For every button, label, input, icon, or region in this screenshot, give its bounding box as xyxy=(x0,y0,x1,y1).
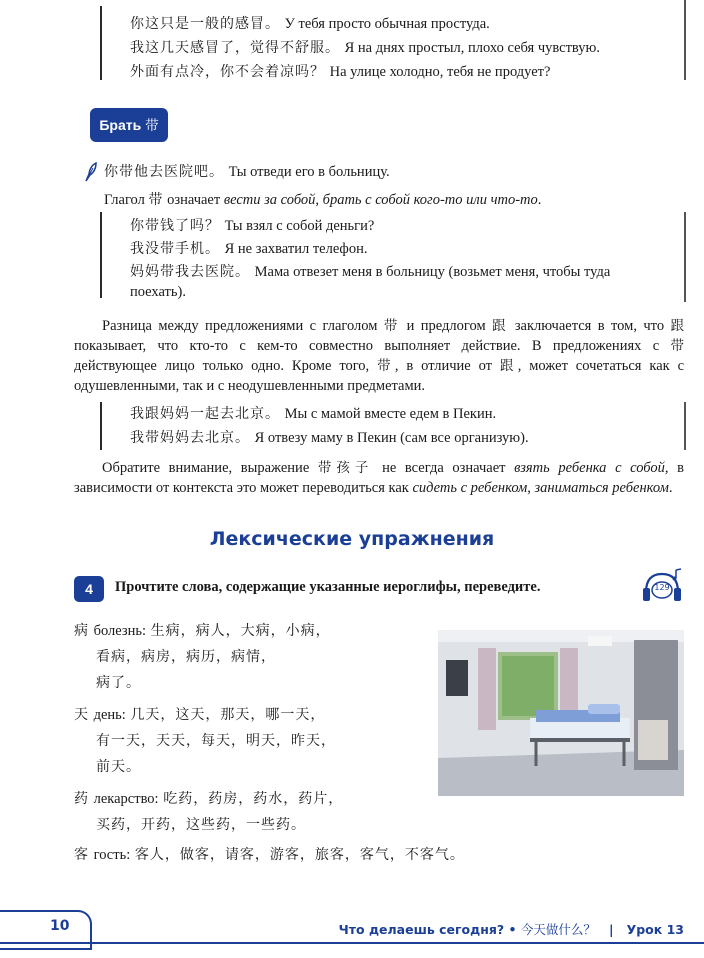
hospital-room-photo xyxy=(438,630,684,796)
feather-icon xyxy=(84,162,98,186)
exercise-number: 4 xyxy=(74,576,104,602)
quote-bar xyxy=(100,6,102,80)
note-paragraph: Обратите внимание, выражение 带孩子 не всегда означает взять ребенка с собой, в зависимости от контекста это может переводиться как сидеть с ребенком, заниматься ребенком. xyxy=(74,460,684,496)
example-line: 我带妈妈去北京。 Я отвезу маму в Пекин (сам все организую). xyxy=(130,430,529,446)
example-line: 我这几天感冒了，觉得不舒服。 Я на днях простыл, плохо себя чувствую. xyxy=(130,40,600,56)
vocab-entry: 病 болезнь: 生病，病人，大病，小病， 看病，病房，病历，病情， 病了。 xyxy=(74,623,331,691)
example-line: поехать). xyxy=(130,284,186,300)
verb-note: Глагол 带 означает вести за собой, брать с собой кого-то или что-то. xyxy=(104,192,542,208)
example-line: 我跟妈妈一起去北京。 Мы с мамой вместе едем в Пекин. xyxy=(130,406,497,422)
quote-bar xyxy=(684,402,686,450)
vocab-entry: 药 лекарство: 吃药，药房，药水，药片， 买药，开药，这些药，一些药。 xyxy=(74,791,344,833)
explanation-paragraph: Разница между предложениями с глаголом 带 и предлогом 跟 заключается в том, что 跟 показывает, что кто-то с кем-то совместно выполняет действие. В предложениях с 带 действующее лицо только одно. Кроме того, 带, в отличие от 跟, может сочетаться как с одушевленными, так и с неодушевленными предметами. xyxy=(74,318,685,394)
vocab-entry: 客 гость: 客人，做客，请客，游客，旅客，客气，不客气。 xyxy=(74,847,465,863)
intro-example: 你带他去医院吧。 Ты отведи его в больницу. xyxy=(104,164,390,180)
quote-bar xyxy=(684,212,686,302)
example-line: 妈妈带我去医院。 Мама отвезет меня в больницу (возьмет меня, чтобы туда xyxy=(130,264,611,280)
running-footer: Что делаешь сегодня? • 今天做什么？ | Урок 13 xyxy=(338,922,684,937)
audio-track-number: 129 xyxy=(654,583,670,592)
footer-rule xyxy=(0,942,704,944)
section-title: Лексические упражнения xyxy=(209,528,495,550)
example-line: 你这只是一般的感冒。 У тебя просто обычная простуда. xyxy=(130,16,490,32)
topic-badge: Брать 带 xyxy=(90,108,168,142)
quote-bar xyxy=(100,402,102,450)
page-number-frame xyxy=(0,910,92,950)
exercise-title: Прочтите слова, содержащие указанные иероглифы, переведите. xyxy=(115,579,541,595)
example-line: 我没带手机。 Я не захватил телефон. xyxy=(130,241,368,257)
vocab-entry: 天 день: 几天，这天，那天，哪一天， 有一天，天天，每天，明天，昨天， 前天。 xyxy=(74,707,336,775)
quote-bar xyxy=(100,212,102,298)
example-line: 外面有点冷，你不会着凉吗？ На улице холодно, тебя не продует? xyxy=(130,64,551,80)
page-number: 10 xyxy=(50,918,70,934)
quote-bar xyxy=(684,0,686,80)
example-line: 你带钱了吗？ Ты взял с собой деньги? xyxy=(130,218,375,234)
audio-headphones-icon[interactable] xyxy=(640,566,684,606)
